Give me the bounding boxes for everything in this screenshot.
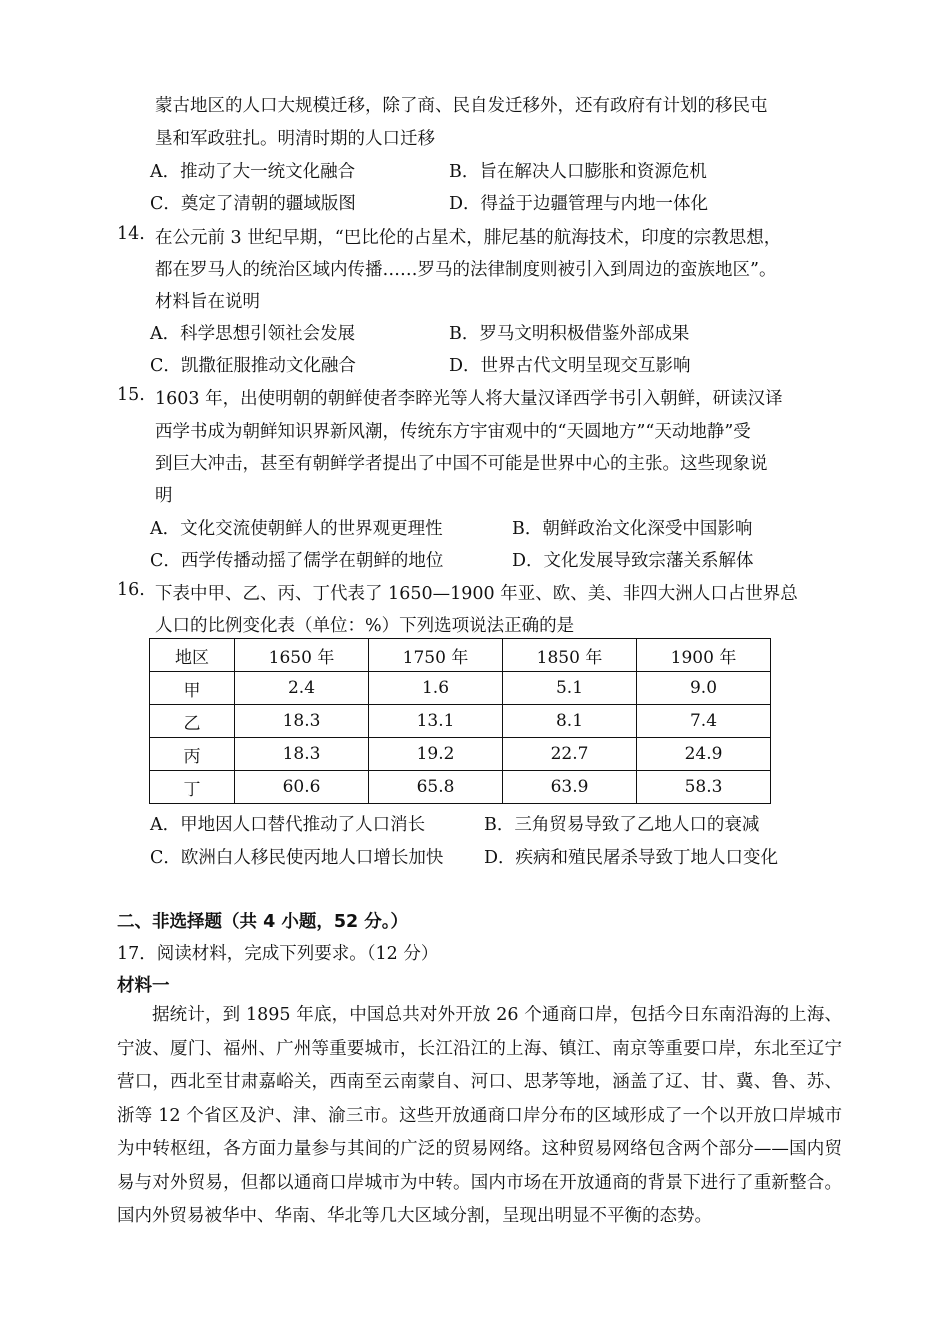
q15-stem-line2: 西学书成为朝鲜知识界新风潮，传统东方宇宙观中的“天圆地方”“天动地静”受 (155, 422, 751, 442)
population-table (149, 638, 771, 804)
table-header-cell: 1900 年 (637, 639, 771, 672)
table-header-cell: 1650 年 (235, 639, 369, 672)
q13-option-d: D．得益于边疆管理与内地一体化 (449, 194, 709, 214)
q13-option-c: C．奠定了清朝的疆域版图 (150, 194, 356, 214)
q14-option-a: A．科学思想引领社会发展 (150, 324, 356, 344)
table-cell: 18.3 (235, 705, 369, 738)
table-cell: 5.1 (503, 672, 637, 705)
table-row (150, 672, 771, 705)
table-cell: 乙 (150, 705, 235, 738)
table-cell: 22.7 (503, 738, 637, 771)
q16-stem-line1: 下表中甲、乙、丙、丁代表了 1650—1900 年亚、欧、美、非四大洲人口占世界总 (155, 584, 798, 604)
q16-stem-line2: 人口的比例变化表（单位：%）下列选项说法正确的是 (155, 616, 575, 636)
table-cell: 63.9 (503, 771, 637, 804)
table-header-cell: 地区 (150, 639, 235, 672)
material-title: 材料一 (117, 976, 170, 996)
q14-stem-line2: 都在罗马人的统治区域内传播……罗马的法律制度则被引入到周边的蛮族地区”。 (155, 260, 777, 280)
table-cell: 丁 (150, 771, 235, 804)
q15-stem-line3: 到巨大冲击，甚至有朝鲜学者提出了中国不可能是世界中心的主张。这些现象说 (155, 454, 768, 474)
table-row (150, 738, 771, 771)
table-header-cell: 1850 年 (503, 639, 637, 672)
q14-option-d: D．世界古代文明呈现交互影响 (449, 356, 691, 376)
q16-option-c: C．欧洲白人移民使丙地人口增长加快 (150, 848, 444, 868)
table-row (150, 771, 771, 804)
q16-option-d: D．疾病和殖民屠杀导致丁地人口变化 (484, 848, 779, 868)
q16-number: 16. (117, 580, 145, 600)
q14-number: 14. (117, 224, 145, 244)
table-cell: 9.0 (637, 672, 771, 705)
q15-option-b: B．朝鲜政治文化深受中国影响 (512, 519, 753, 539)
q16-option-b: B．三角贸易导致了乙地人口的衰减 (484, 815, 760, 835)
section-title: 二、非选择题（共 4 小题，52 分。） (117, 912, 409, 932)
table-cell: 2.4 (235, 672, 369, 705)
table-cell: 甲 (150, 672, 235, 705)
q15-number: 15. (117, 385, 145, 405)
table-header-cell: 1750 年 (369, 639, 503, 672)
table-cell: 1.6 (369, 672, 503, 705)
table-cell: 丙 (150, 738, 235, 771)
q14-option-c: C．凯撒征服推动文化融合 (150, 356, 356, 376)
q13-stem-line2: 垦和军政驻扎。明清时期的人口迁移 (155, 129, 435, 149)
table-cell: 8.1 (503, 705, 637, 738)
q14-stem-line1: 在公元前 3 世纪早期，“巴比伦的占星术，腓尼基的航海技术，印度的宗教思想， (155, 228, 782, 248)
table-cell: 7.4 (637, 705, 771, 738)
table-header-row (150, 639, 771, 672)
table-cell: 58.3 (637, 771, 771, 804)
q13-option-a: A．推动了大一统文化融合 (150, 162, 356, 182)
q15-stem-line4: 明 (155, 486, 173, 506)
table-cell: 65.8 (369, 771, 503, 804)
q16-option-a: A．甲地因人口替代推动了人口消长 (150, 815, 426, 835)
q15-option-c: C．西学传播动摇了儒学在朝鲜的地位 (150, 551, 444, 571)
table-cell: 18.3 (235, 738, 369, 771)
table-row (150, 705, 771, 738)
table-cell: 60.6 (235, 771, 369, 804)
q13-stem-line1: 蒙古地区的人口大规模迁移，除了商、民自发迁移外，还有政府有计划的移民屯 (155, 96, 768, 116)
q15-stem-line1: 1603 年，出使明朝的朝鲜使者李睟光等人将大量汉译西学书引入朝鲜，研读汉译 (155, 389, 783, 409)
table-cell: 24.9 (637, 738, 771, 771)
material-paragraph: 据统计，到 1895 年底，中国总共对外开放 26 个通商口岸，包括今日东南沿海的上海、宁波、厦门、福州、广州等重要城市，长江沿江的上海、镇江、南京等重要口岸，东北至辽宁营口，西北至甘肃嘉峪关，西南至云南蒙自、河口、思茅等地，涵盖了辽、甘、冀、鲁、苏、浙等 12 个省区及沪、津、渝三市。这些开放通商口岸分布的区域形成了一个以开放口岸城市为中转枢纽，各方面力量参与其间的广泛的贸易网络。这种贸易网络包含两个部分——国内贸易与对外贸易，但都以通商口岸城市为中转。国内市场在开放通商的背景下进行了重新整合。国内外贸易被华中、华南、华北等几大区域分割，呈现出明显不平衡的态势。 (117, 1005, 842, 1226)
q14-option-b: B．罗马文明积极借鉴外部成果 (449, 324, 690, 344)
q15-option-d: D．文化发展导致宗藩关系解体 (512, 551, 754, 571)
q14-stem-line3: 材料旨在说明 (155, 292, 260, 312)
q15-option-a: A．文化交流使朝鲜人的世界观更理性 (150, 519, 443, 539)
table-cell: 13.1 (369, 705, 503, 738)
q17-stem: 17．阅读材料，完成下列要求。（12 分） (117, 944, 439, 964)
table-cell: 19.2 (369, 738, 503, 771)
q13-option-b: B．旨在解决人口膨胀和资源危机 (449, 162, 707, 182)
